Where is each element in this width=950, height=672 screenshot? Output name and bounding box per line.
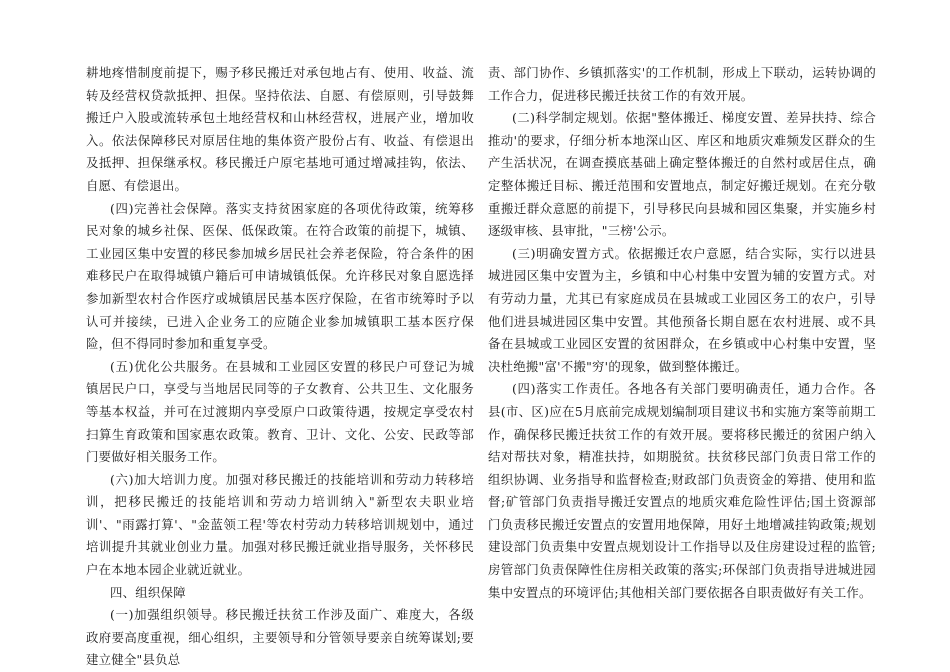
left-paragraph-3: (五)优化公共服务。在县城和工业园区安置的移民户可登记为城镇居民户口，享受与当地居民同等的子女教育、公共卫生、文化服务等基本权益，并可在过渡期内享受原户口政策待遇，按规定享受农村扫算生育政策和国家惠农政策。教育、卫计、文化、公安、民政等部门要做好相关服务工作。 (86, 358, 474, 465)
left-paragraph-1: 耕地疼惜制度前提下，赐予移民搬迁对承包地占有、使用、收益、流转及经营权贷款抵押、担保。坚持依法、自愿、有偿原则，引导鼓舞搬迁户入股或流转承包土地经营权和山林经营权，进展产业，增加收入。依法保障移民对原居住地的集体资产股份占有、收益、有偿退出及抵押、担保继承权。移民搬迁户原宅基地可通过增减挂钩，依法、自愿、有偿退出。 (86, 65, 474, 193)
left-paragraph-2: (四)完善社会保障。落实支持贫困家庭的各项优待政策，统筹移民对象的城乡社保、医保、低保政策。在符合政策的前提下，城镇、工业园区集中安置的移民参加城乡居民社会养老保险，符合条件的困难移民户在取得城镇户籍后可申请城镇低保。允许移民对象自愿选择参加新型农村合作医疗或城镇居民基本医疗保险，在省市统筹时予以认可并接续，已进入企业务工的应随企业参加城镇职工基本医疗保险，但不得同时参加和重复享受。 (86, 200, 474, 352)
right-paragraph-1: 责、部门协作、乡镇抓落实'的工作机制，形成上下联动，运转协调的工作合力，促进移民搬迁扶贫工作的有效开展。 (488, 65, 876, 103)
right-paragraph-4: (四)落实工作责任。各地各有关部门要明确责任，通力合作。各县(市、区)应在5月底前完成规划编制项目建议书和实施方案等前期工作，确保移民搬迁扶贫工作的有效开展。要将移民搬迁的贫困户纳入结对帮扶对象，精准扶持，如期脱贫。扶贫移民部门负责日常工作的组织协调、业务指导和监督检查;财政部门负责资金的筹措、使用和监督;矿管部门负责指导搬迁安置点的地质灾难危险性评估;国土资源部门负责移民搬迁安置点的安置用地保障，用好土地增减挂钩政策;规划建设部门负责集中安置点规划设计工作指导以及住房建设过程的监管;房管部门负责保障性住房相关政策的落实;环保部门负责指导进城进园集中安置点的环境评估;其他相关部门要依据各自职责做好有关工作。 (488, 381, 876, 600)
right-column (488, 62, 876, 604)
right-paragraph-2: (二)科学制定规划。依据"整体搬迁、梯度安置、差异扶持、综合推动'的要求，仔细分析本地深山区、库区和地质灾难频发区群众的生产生活状况，在调查摸底基础上确定整体搬迁的自然村或居住点，确定整体搬迁目标、搬迁范围和安置地点，制定好搬迁规划。在充分敬重搬迁群众意愿的前提下，引导移民向县城和园区集聚，并实施乡村逐级审核、县审批，"三榜'公示。 (488, 110, 876, 239)
section-heading-organization: 四、组织保障 (110, 584, 186, 600)
left-paragraph-5: (一)加强组织领导。移民搬迁扶贫工作涉及面广、难度大，各级政府要高度重视，细心组织，主要领导和分管领导要亲自统筹谋划;要建立健全"县负总 (86, 607, 474, 668)
right-paragraph-3: (三)明确安置方式。依据搬迁农户意愿，结合实际，实行以进县城进园区集中安置为主，乡镇和中心村集中安置为辅的安置方式。对有劳动力量，尤其已有家庭成员在县城或工业园区务工的农户，引导他们进县城进园区集中安置。其他预备长期自愿在农村进展、或不具备在县城或工业园区安置的贫困群众，在乡镇或中心村集中安置，坚决杜绝搬"富'不搬"穷'的现象，做到整体搬迁。 (488, 245, 876, 374)
left-column (86, 62, 474, 672)
left-paragraph-4: (六)加大培训力度。加强对移民搬迁的技能培训和劳动力转移培训，把移民搬迁的技能培训和劳动力培训纳入"新型农夫职业培训'、"雨露打算'、"金蓝领工程'等农村劳动力转移培训规划中，通过培训提升其就业创业力量。加强对移民搬迁就业指导服务，关怀移民户在本地本园企业就近就业。 (86, 471, 474, 578)
